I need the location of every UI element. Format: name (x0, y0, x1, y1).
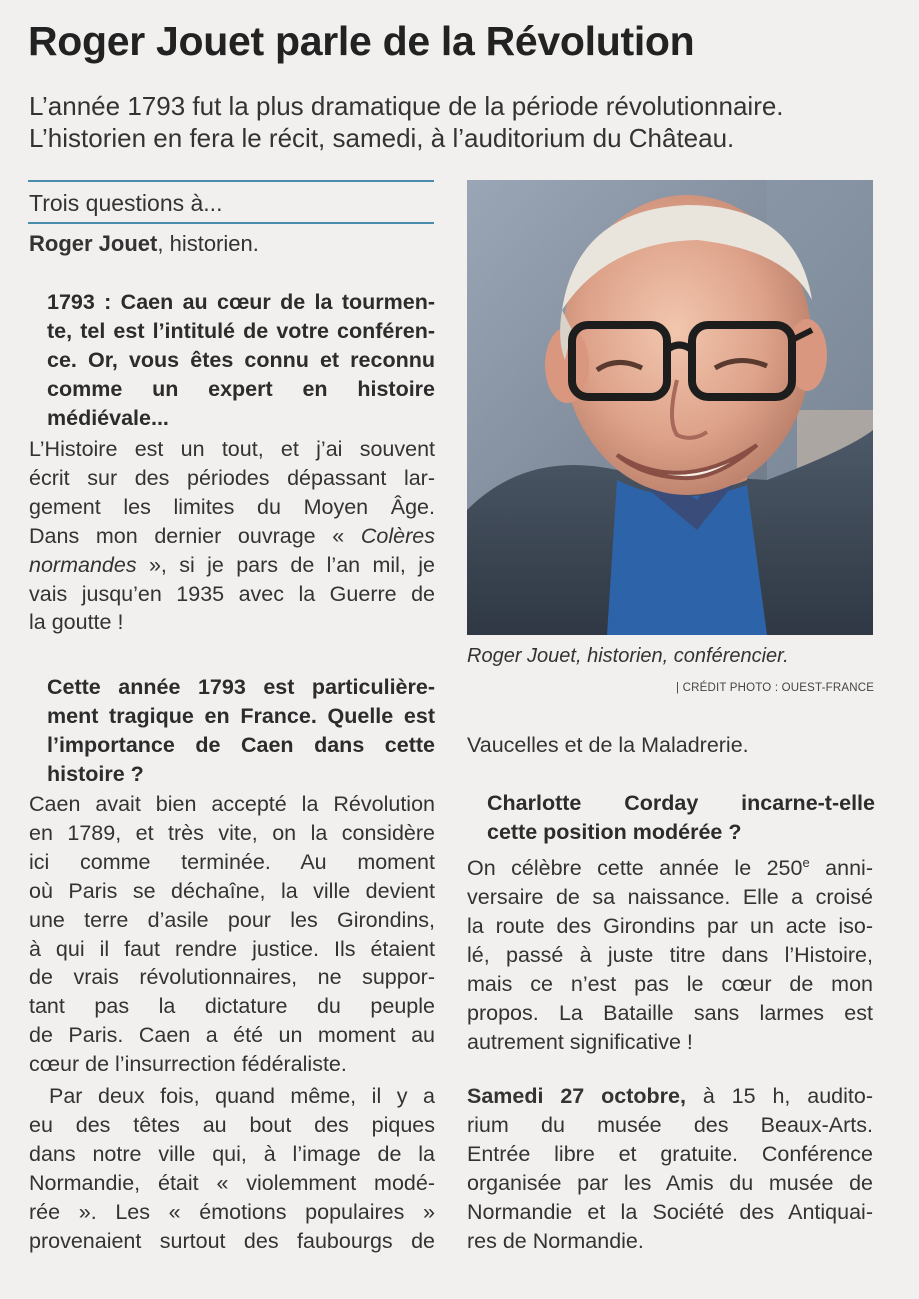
event-info (467, 1082, 873, 1255)
info-line: Normandie et la Société des Antiquai- (467, 1199, 873, 1224)
q1-line: te, tel est l’intitulé de votre conféren- (47, 318, 435, 343)
a4-line: mais ce n’est pas le cœur de mon (467, 971, 873, 996)
a3-line: eu des têtes au bout des piques (29, 1112, 435, 1137)
a2-line: à qui il faut rendre justice. Ils étaient (29, 936, 435, 961)
a1-line (29, 522, 435, 551)
book-title: Colères (360, 523, 435, 548)
byline-role: , historien. (157, 231, 259, 256)
answer-3 (29, 1082, 435, 1255)
a2-line: Caen avait bien accepté la Révolution (29, 792, 435, 816)
a1-line: L’Histoire est un tout, et j’ai souvent (29, 437, 435, 461)
a2-line: en 1789, et très vite, on la considère (29, 820, 435, 845)
kicker: Trois questions à... (29, 190, 223, 216)
a2-line: de Paris. Caen a été un moment au (29, 1023, 435, 1048)
a1-text: », si je pars de l’an mil, je (148, 552, 435, 577)
info-line: res de Normandie. (467, 1228, 644, 1253)
q2-line: Cette année 1793 est particulière- (47, 675, 435, 699)
info-line: rium du musée des Beaux-Arts. (467, 1112, 873, 1137)
photo-credit: | CRÉDIT PHOTO : OUEST-FRANCE (676, 682, 875, 694)
a3-line: Par deux fois, quand même, il y a (49, 1084, 435, 1108)
byline-name: Roger Jouet (29, 231, 158, 256)
question-3 (487, 789, 875, 847)
a4-line: propos. La Bataille sans larmes est (467, 1000, 873, 1025)
portrait-illustration (467, 180, 873, 635)
standfirst (29, 90, 889, 154)
a4-text: On célèbre cette année le 250 (467, 856, 803, 881)
portrait-photo (467, 180, 873, 635)
standfirst-line-1: L’année 1793 fut la plus dramatique de la période révolutionnaire. (29, 91, 784, 121)
answer-4 (467, 849, 873, 1057)
superscript: e (802, 855, 810, 870)
a1-line (29, 551, 435, 580)
a4-line (467, 849, 873, 883)
q2-line: histoire ? (47, 761, 144, 786)
answer-1 (29, 435, 435, 637)
a3-line: dans notre ville qui, à l’image de la (29, 1141, 435, 1166)
a1-line: gement les limites du Moyen Âge. (29, 494, 435, 519)
photo-caption: Roger Jouet, historien, conférencier. (467, 645, 789, 667)
a4-line: autrement significative ! (467, 1029, 693, 1054)
a2-line: où Paris se déchaîne, la ville devient (29, 878, 435, 903)
a3-line: Normandie, était « violemment modé- (29, 1170, 435, 1195)
a2-line: une terre d’asile pour les Girondins, (29, 907, 435, 932)
q1-line: médiévale... (47, 405, 169, 430)
a4-text: anni- (809, 856, 873, 881)
headline: Roger Jouet parle de la Révolution (28, 18, 695, 64)
q1-line: comme un expert en histoire (47, 376, 435, 401)
answer-3-continued (467, 731, 873, 760)
a3-line: Vaucelles et de la Maladrerie. (467, 733, 749, 757)
book-title: normandes (29, 552, 137, 577)
a4-line: lé, passé à juste titre dans l’Histoire, (467, 942, 873, 967)
kicker-rule-bottom (28, 222, 434, 224)
a3-line: rée ». Les « émotions populaires » (29, 1199, 435, 1224)
answer-2 (29, 790, 435, 1079)
standfirst-line-2: L’historien en fera le récit, samedi, à l’auditorium du Château. (29, 123, 735, 153)
byline (29, 231, 259, 257)
a2-line: ici comme terminée. Au moment (29, 849, 435, 874)
q3-line: Charlotte Corday incarne-t-elle (487, 791, 875, 815)
q2-line: l’importance de Caen dans cette (47, 732, 435, 757)
a4-line: versaire de sa naissance. Elle a croisé (467, 885, 873, 910)
info-text: à 15 h, audito- (685, 1084, 874, 1108)
question-1 (47, 288, 435, 433)
a2-line: tant pas la dictature du peuple (29, 994, 435, 1019)
info-line: organisée par les Amis du musée de (467, 1170, 873, 1195)
a2-line: cœur de l’insurrection fédéraliste. (29, 1052, 347, 1077)
a1-line: vais jusqu’en 1935 avec la Guerre de (29, 581, 435, 606)
a1-line: écrit sur des périodes dépassant lar- (29, 465, 435, 490)
info-line (467, 1082, 873, 1111)
info-line: Entrée libre et gratuite. Conférence (467, 1141, 873, 1166)
q2-line: ment tragique en France. Quelle est (47, 703, 435, 728)
a3-line: provenaient surtout des faubourgs de (29, 1228, 435, 1253)
q3-line: cette position modérée ? (487, 819, 742, 844)
event-date: Samedi 27 octobre, (467, 1084, 686, 1108)
q1-line: 1793 : Caen au cœur de la tourmen- (47, 290, 435, 314)
a4-line: la route des Girondins par un acte iso- (467, 913, 873, 938)
kicker-rule-top (28, 180, 434, 182)
a2-line: de vrais révolutionnaires, ne suppor- (29, 965, 435, 990)
a1-text: Dans mon dernier ouvrage « (29, 523, 345, 548)
a1-line: la goutte ! (29, 610, 124, 635)
question-2 (47, 673, 435, 789)
q1-line: ce. Or, vous êtes connu et reconnu (47, 347, 435, 372)
